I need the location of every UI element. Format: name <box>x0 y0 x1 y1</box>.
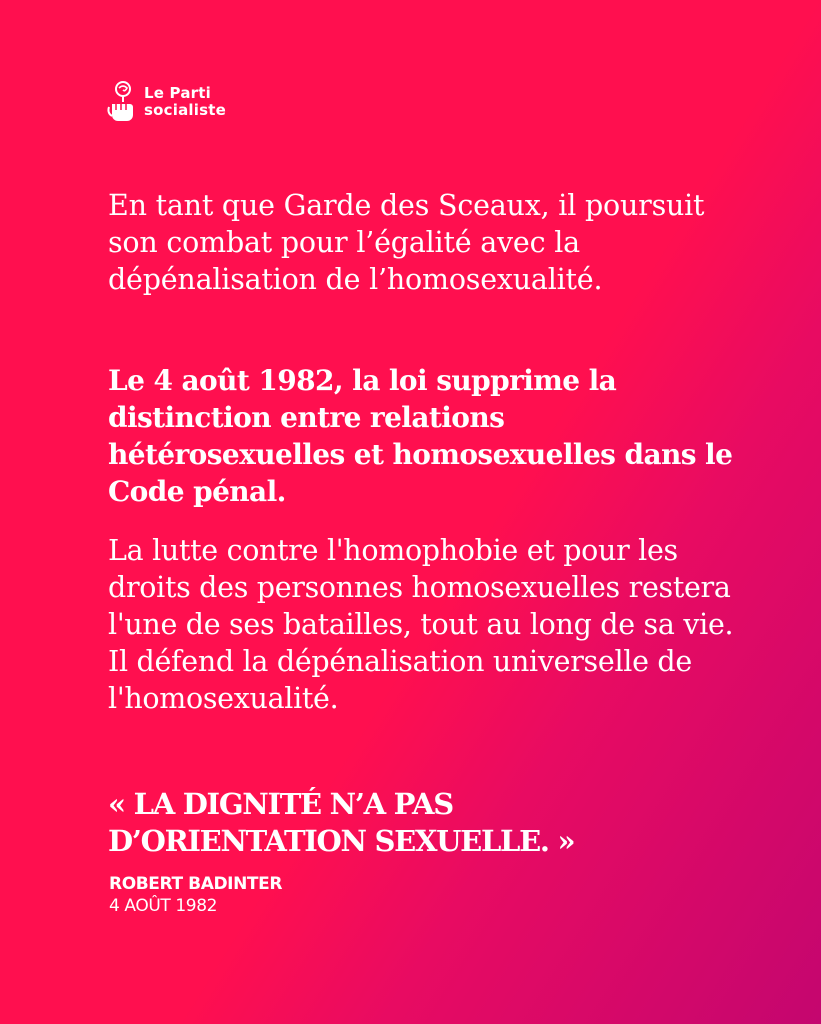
quote-author: ROBERT BADINTER <box>109 874 283 894</box>
highlight-paragraph: Le 4 août 1982, la loi supprime la distinction entre relations hétérosexuelles et homosexuelles dans le Code pénal. <box>108 364 733 508</box>
quote-date: 4 AOÛT 1982 <box>109 896 218 916</box>
quote-text: « LA DIGNITÉ N’A PAS D’ORIENTATION SEXUELLE. » <box>108 787 575 858</box>
rose-fist-icon <box>106 80 138 124</box>
closing-paragraph: La lutte contre l'homophobie et pour les droits des personnes homosexuelles restera l'une de ses batailles, tout au long de sa vie. Il défend la dépénalisation universelle de l'homosexualité. <box>108 534 734 715</box>
party-logo <box>106 80 226 124</box>
intro-paragraph: En tant que Garde des Sceaux, il poursuit son combat pour l’égalité avec la dépénalisation de l’homosexualité. <box>108 189 705 296</box>
party-name: Le Parti socialiste <box>144 84 226 119</box>
